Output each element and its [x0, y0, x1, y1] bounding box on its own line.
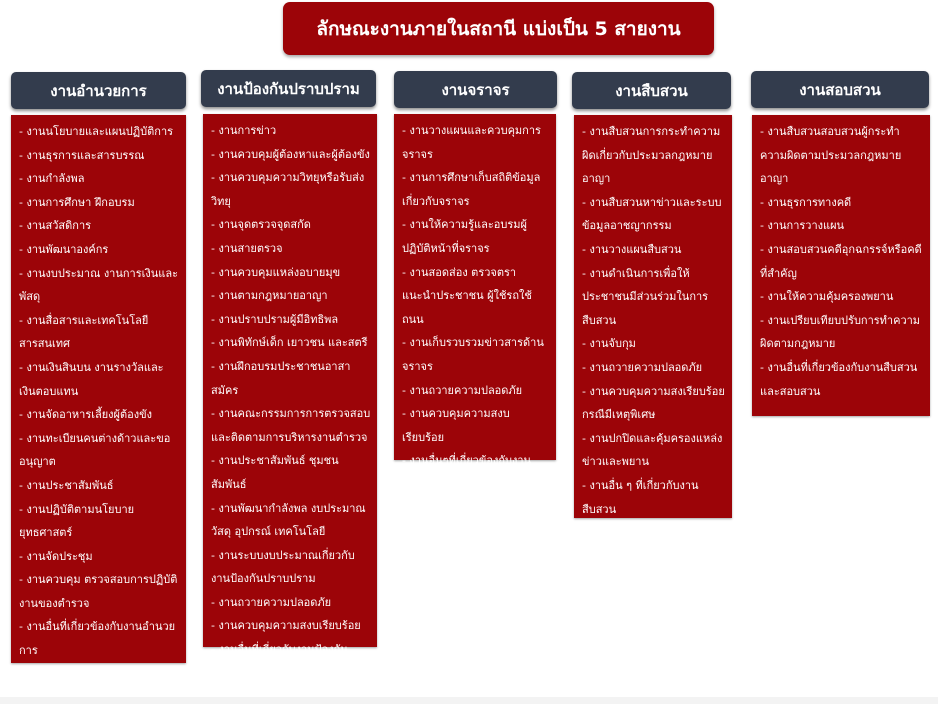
list-item: - งานวางแผนสืบสวน	[582, 242, 682, 256]
column-header-crime-prevention: งานป้องกันปราบปราม	[201, 70, 376, 107]
list-item: - งานให้ความคุ้มครองพยาน	[760, 290, 894, 304]
list-item: - งานถวายความปลอดภัย	[582, 360, 703, 374]
list-item: - งานควบคุมผู้ต้องหาและผู้ต้องขัง	[211, 147, 370, 161]
list-item: - งานเปรียบเทียบปรับการทำความผิดตามกฎหมาย	[760, 313, 921, 351]
list-item: - งานประชาสัมพันธ์ ชุมชนสัมพันธ์	[211, 454, 339, 491]
list-item: - งานสื่อสารและเทคโนโลยีสารสนเทศ	[19, 313, 149, 351]
list-item: - งานการศึกษา ฝึกอบรม	[19, 195, 135, 209]
item-list	[19, 120, 180, 663]
list-item: - งานพัฒนากำลังพล งบประมาณ วัสดุ อุปกรณ์ เทคโนโลยี	[211, 501, 366, 539]
item-list	[211, 119, 371, 662]
list-item: - งานถวายความปลอดภัย	[402, 383, 523, 397]
column-header-traffic: งานจราจร	[394, 71, 557, 108]
list-item: - งานสวัสดิการ	[19, 219, 92, 233]
list-item: - งานพัฒนาองค์กร	[19, 242, 109, 256]
list-item: - งานควบคุมความสงเรียบร้อยกรณีมีเหตุพิเศษ	[582, 384, 725, 422]
column-body-investigation	[574, 115, 732, 518]
list-item: - งานฝึกอบรมประชาชนอาสาสมัคร	[211, 359, 351, 397]
list-item: - งานการวางแผน	[760, 219, 845, 233]
list-item: - งานกำลังพล	[19, 172, 85, 186]
list-item: - งานเก็บรวบรวมข่าวสารด้านจราจร	[402, 336, 544, 373]
list-item: - งานปกปิดและคุ้มครองแหล่งข่าวและพยาน	[582, 431, 723, 469]
column-body-crime-prevention	[203, 114, 377, 657]
list-item: - งานอื่นที่เกี่ยวกับงานป้องกัน	[211, 643, 348, 657]
page-title: ลักษณะงานภายในสถานี แบ่งเป็น 5 สายงาน	[283, 2, 714, 55]
list-item: - งานสอดส่อง ตรวจตรา แนะนำประชาชน ผู้ใช้รถใช้ถนน	[402, 265, 532, 326]
list-item: - งานการข่าว	[211, 124, 277, 137]
list-item: - งานพิทักษ์เด็ก เยาวชน และสตรี	[211, 336, 368, 350]
list-item: - งานสอบสวนคดีอุกฉกรรจ์หรือคดีที่สำคัญ	[760, 242, 922, 280]
list-item: - งานให้ความรู้และอบรมผู้ปฏิบัติหน้าที่จราจร	[402, 218, 527, 255]
column-header-inquiry: งานสอบสวน	[751, 71, 929, 108]
item-list	[582, 120, 726, 521]
list-item: - งานควบคุมแหล่งอบายมุข	[211, 265, 341, 279]
list-item: - งานปราบปรามผู้มีอิทธิพล	[211, 312, 339, 326]
column-body-inquiry	[752, 115, 930, 416]
column-header-investigation: งานสืบสวน	[572, 72, 731, 109]
list-item: - งานอื่นที่เกี่ยวข้องกับงานอำนวยการ	[19, 620, 176, 658]
list-item: - งานวางแผนและควบคุมการจราจร	[402, 124, 541, 161]
list-item: - งานควบคุม ตรวจสอบการปฏิบัติงานของตำรวจ	[19, 573, 178, 610]
list-item: - งานประชาสัมพันธ์	[19, 478, 114, 492]
list-item: - งานควบคุมความวิทยุหรือรับส่งวิทยุ	[211, 171, 365, 208]
list-item: - งานจัดประชุม	[19, 549, 93, 563]
list-item: - งานควบคุมความสงบเรียบร้อย	[402, 407, 510, 444]
list-item: - งานสายตรวจ	[211, 241, 283, 255]
list-item: - งานอื่นๆที่เกี่ยวข้องกับงานจราจร	[402, 454, 532, 491]
list-item: - งานควบคุมความสงบเรียบร้อย	[211, 619, 361, 633]
list-item: - งานอื่น ๆ ที่เกี่ยวกับงานสืบสวน	[582, 478, 699, 516]
column-body-administration	[11, 115, 186, 663]
bottom-strip	[0, 697, 938, 704]
list-item: - งานสืบสวนหาข่าวและระบบข้อมูลอาชญากรรม	[582, 195, 722, 233]
list-item: - งานคณะกรรมการการตรวจสอบและติดตามการบริหารงานตำรวจ	[211, 407, 371, 444]
item-list	[402, 119, 550, 497]
list-item: - งานจุดตรวจจุดสกัด	[211, 218, 311, 232]
list-item: - งานงบประมาณ งานการเงินและพัสดุ	[19, 266, 179, 304]
list-item: - งานธุรการและสารบรรณ	[19, 148, 145, 162]
column-body-traffic	[394, 114, 556, 491]
list-item: - งานทะเบียนคนต่างด้าวและขออนุญาต	[19, 431, 171, 469]
list-item: - งานจัดอาหารเลี้ยงผู้ต้องขัง	[19, 408, 153, 422]
list-item: - งานอื่นที่เกี่ยวข้องกับงานสืบสวนและสอบสวน	[760, 360, 918, 398]
column-header-administration: งานอำนวยการ	[11, 72, 186, 109]
list-item: - งานถวายความปลอดภัย	[211, 595, 332, 609]
list-item: - งานดำเนินการเพื่อให้ประชาชนมีส่วนร่วมในการสืบสวน	[582, 266, 709, 327]
list-item: - งานเงินสินบน งานรางวัลและเงินตอบแทน	[19, 360, 164, 398]
item-list	[760, 120, 924, 403]
list-item: - งานธุรการทางคดี	[760, 195, 852, 209]
list-item: - งานปฏิบัติตามนโยบายยุทธศาสตร์	[19, 502, 135, 540]
list-item: - งานจับกุม	[582, 337, 636, 351]
list-item: - งานระบบงบประมาณเกี่ยวกับงานป้องกันปราบปราม	[211, 548, 355, 586]
list-item: - งานตามกฎหมายอาญา	[211, 289, 328, 303]
list-item: - งานสืบสวนสอบสวนผู้กระทำความผิดตามประมวลกฎหมายอาญา	[760, 125, 902, 186]
list-item: - งานการศึกษาเก็บสถิติข้อมูลเกี่ยวกับจราจร	[402, 171, 541, 208]
list-item: - งานนโยบายและแผนปฏิบัติการ	[19, 125, 174, 138]
list-item: - งานสืบสวนการกระทำความผิดเกี่ยวกับประมวลกฎหมายอาญา	[582, 125, 721, 186]
